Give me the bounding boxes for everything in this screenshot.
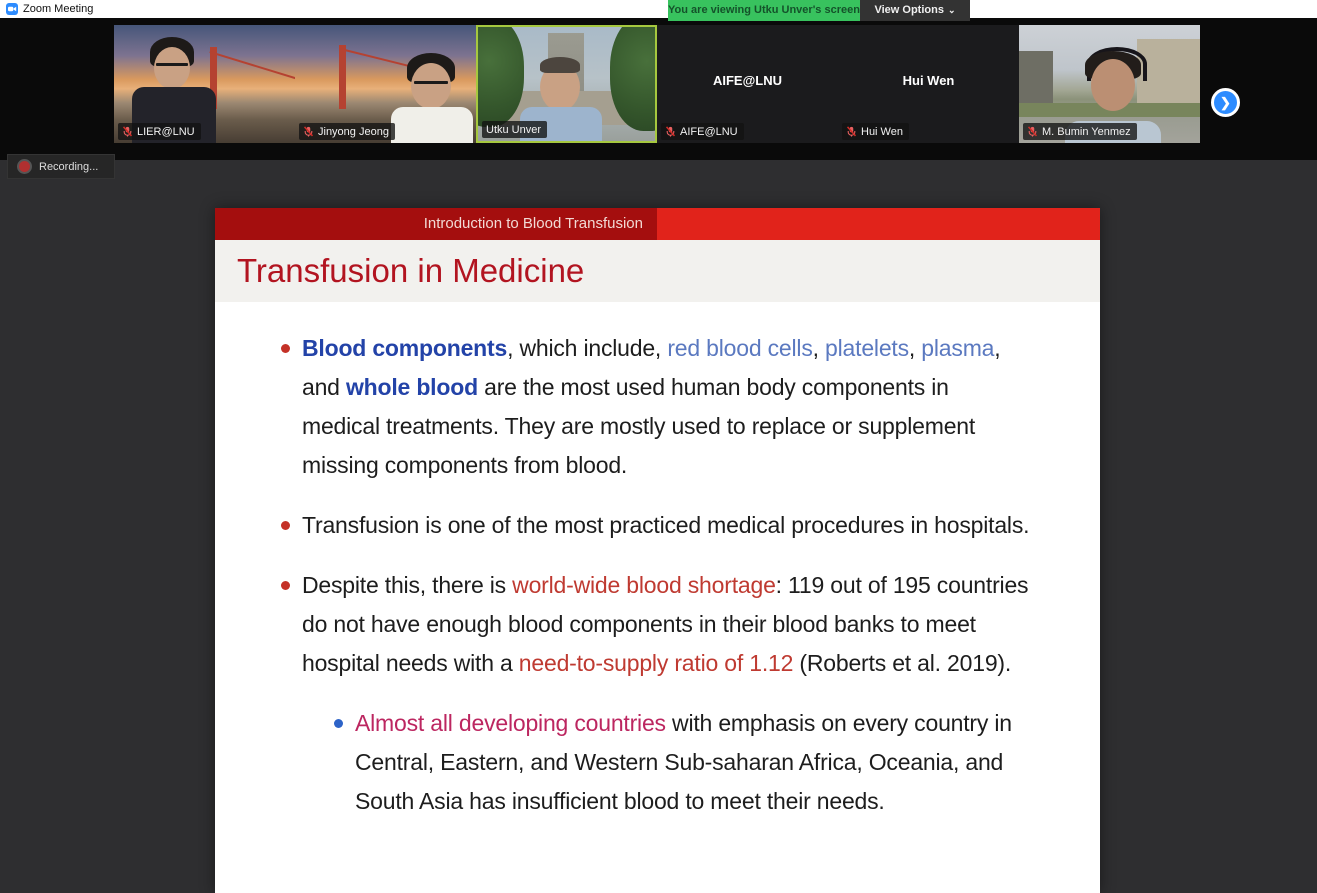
participant-center-name: Hui Wen: [902, 73, 955, 88]
participant-tile-aife[interactable]: [657, 25, 838, 143]
text-segment: , which include,: [507, 335, 668, 361]
sub-bullet-item: [355, 704, 1060, 821]
bullet-item-3: [302, 566, 1060, 683]
participant-name-tag: [482, 121, 547, 138]
participant-tile-huiwen[interactable]: [838, 25, 1019, 143]
participant-name-tag: [842, 123, 909, 140]
sub-bullet-icon: [334, 719, 343, 728]
next-participants-button[interactable]: [1211, 88, 1240, 117]
presentation-slide: [215, 208, 1100, 893]
participant-filmstrip: [0, 18, 1317, 160]
window-title-bar: [0, 0, 1317, 18]
participant-tile-jinyong[interactable]: [295, 25, 476, 143]
text-segment: : 119 out of 195 countries do not have enough blood components in their blood banks to meet hospital needs with a: [302, 572, 1029, 676]
bullet-icon: [281, 521, 290, 530]
participant-name: M. Bumin Yenmez: [1042, 125, 1131, 138]
text-segment: Blood components: [302, 335, 508, 361]
view-options-label: View Options: [874, 4, 944, 16]
participant-name: LIER@LNU: [137, 125, 195, 138]
participant-name-tag: [1023, 123, 1137, 140]
participant-name: AIFE@LNU: [680, 125, 738, 138]
muted-mic-icon: [665, 126, 676, 137]
text-segment: plasma: [921, 335, 995, 361]
text-segment: Despite this, there is: [302, 572, 513, 598]
bullet-icon: [281, 344, 290, 353]
recording-label: Recording...: [39, 160, 99, 173]
participant-name: Hui Wen: [861, 125, 903, 138]
slide-header-accent: [657, 208, 1100, 240]
participant-name-tag: [118, 123, 201, 140]
shared-screen-area: [0, 160, 1317, 893]
text-segment: ,: [812, 335, 826, 361]
bullet-icon: [281, 581, 290, 590]
chevron-right-icon: ❯: [1220, 95, 1231, 110]
viewing-screen-banner: You are viewing Utku Unver's screen: [668, 0, 860, 21]
person-silhouette: [156, 63, 188, 66]
person-silhouette: [540, 57, 580, 73]
participant-center-name: AIFE@LNU: [712, 73, 782, 88]
text-segment: (Roberts et al. 2019).: [793, 650, 1012, 676]
participant-name: Utku Unver: [486, 123, 542, 136]
text-segment: whole blood: [345, 374, 478, 400]
person-silhouette: [391, 107, 473, 143]
text-segment: are the most used human body components in medical treatments. They are mostly used to replace or supplement missing components from blood.: [302, 374, 976, 478]
muted-mic-icon: [1027, 126, 1038, 137]
bridge-cable: [209, 51, 295, 79]
bullet-text: [355, 704, 1032, 821]
participant-name: Jinyong Jeong: [318, 125, 389, 138]
text-segment: with emphasis on every country in Central, Eastern, and Western Sub-saharan Africa, Oceania, and South Asia has insufficient blood to meet their needs.: [355, 710, 1012, 814]
participant-tile-lier[interactable]: [114, 25, 295, 143]
person-silhouette: [411, 63, 451, 109]
text-segment: red blood cells: [667, 335, 813, 361]
muted-mic-icon: [846, 126, 857, 137]
chevron-down-icon: ⌄: [947, 5, 956, 15]
bullet-text: [302, 329, 1032, 485]
text-segment: platelets: [825, 335, 909, 361]
view-options-button[interactable]: [860, 0, 970, 21]
text-segment: Almost all developing countries: [355, 710, 666, 736]
recording-indicator: [7, 154, 115, 179]
slide-header-bar: [215, 208, 1100, 240]
bullet-item-1: [302, 329, 1060, 485]
text-segment: world-wide blood shortage: [512, 572, 776, 598]
text-segment: ,: [908, 335, 922, 361]
zoom-app-icon: [6, 3, 18, 15]
bullet-text: [302, 566, 1032, 683]
person-silhouette: [1091, 59, 1135, 111]
participant-tile-utku-active-speaker[interactable]: [476, 25, 657, 143]
slide-body: [215, 302, 1100, 893]
text-segment: need-to-supply ratio of 1.12: [518, 650, 794, 676]
bridge-tower: [339, 45, 346, 109]
record-dot-icon: [17, 159, 32, 174]
participant-name-tag: [661, 123, 744, 140]
window-title: Zoom Meeting: [23, 3, 94, 15]
bullet-text: Transfusion is one of the most practiced medical procedures in hospitals.: [302, 512, 1030, 538]
bullet-item-2: [302, 506, 1060, 545]
person-silhouette: [414, 81, 448, 84]
text-segment: , and: [302, 335, 1001, 400]
slide-title-strip: [215, 240, 1100, 302]
participant-tile-bumin[interactable]: [1019, 25, 1200, 143]
muted-mic-icon: [303, 126, 314, 137]
participant-name-tag: [299, 123, 395, 140]
slide-title: Transfusion in Medicine: [237, 252, 585, 289]
building: [1019, 51, 1053, 103]
slide-section-title: Introduction to Blood Transfusion: [215, 208, 657, 240]
person-silhouette: [154, 47, 190, 89]
muted-mic-icon: [122, 126, 133, 137]
